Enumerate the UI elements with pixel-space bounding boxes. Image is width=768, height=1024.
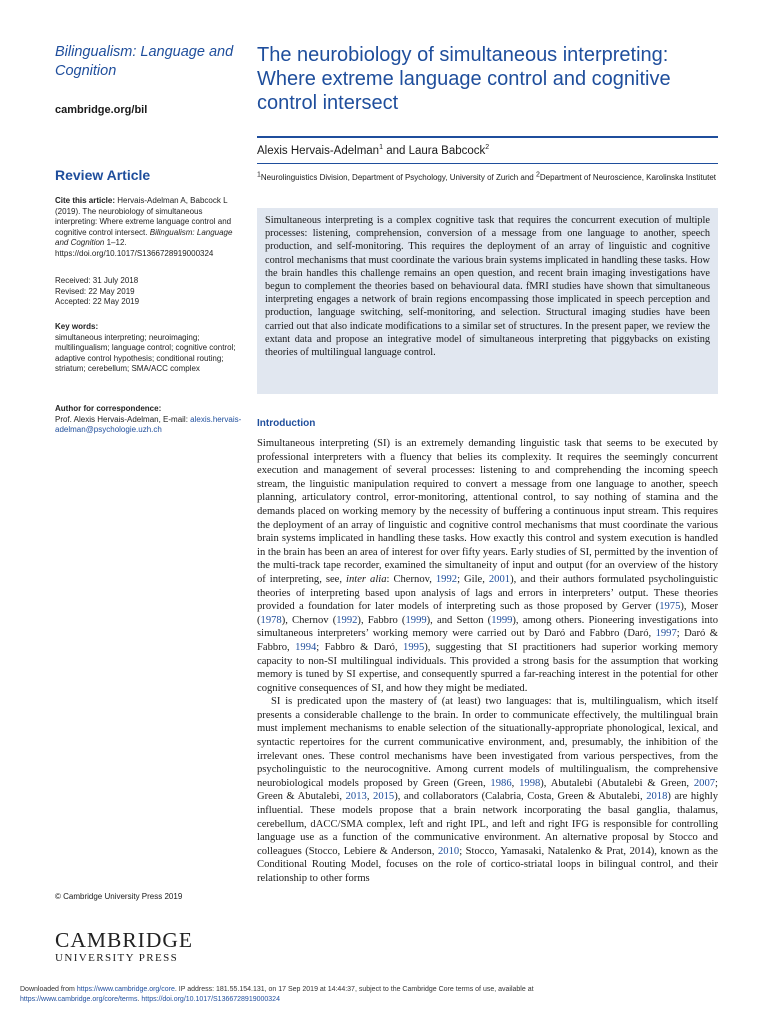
citation-link[interactable]: 1998 [519, 777, 541, 789]
author-line [257, 145, 489, 157]
citation-link[interactable]: 1992 [336, 614, 358, 626]
citation-link[interactable]: 1992 [435, 573, 458, 585]
citation-link[interactable]: 1995 [403, 641, 425, 653]
logo-line-2: UNIVERSITY PRESS [55, 952, 179, 964]
correspondence-name: Prof. Alexis Hervais-Adelman, E-mail: [55, 414, 188, 424]
paragraph-2: SI is predicated upon the mastery of (at least) two languages: that is, multilingualism, which itself presents a considerable challenge to the brain. In order to communicate effectively, the multilingual brain must implement mechanisms to enable selection of the situationally-appropriate phonological, lexical, and syntactic repertoires for the current communicative environment, and, presumably, the inhibition of the irrelevant ones. These control mechanisms have been investigated from various perspectives, from the psycholinguistic to the neurocognitive. Among current models of multilingualism, the comprehensive neurobiological models proposed by Green (Green, 1986, 1998), Abutalebi (Abutalebi & Green, 2007; Green & Abutalebi, 2013, 2015), and collaborators (Calabria, Costa, Green & Abutalebi, 2018) are highly influential. These models propose that a brain network incorporating the basal ganglia, thalamus, cerebellum, dACC/SMA complex, left and right IPL, and left and right IFG is responsible for controlling language use as a function of the communicative environment. An alternative proposal by Stocco and colleagues (Stocco, Lebiere & Anderson, 2010; Stocco, Yamasaki, Natalenko & Prat, 2014), known as the Conditional Routing Model, focuses on the role of cortico-striatal loops in bilingual control, and their relationship to other forms [257, 696, 719, 884]
affil-1: Neurolinguistics Division, Department of Psychology, University of Zurich and [260, 173, 534, 182]
citation-link[interactable]: 1975 [659, 601, 681, 613]
citation-block [55, 196, 243, 260]
citation-link[interactable]: 2015 [373, 791, 395, 803]
citation-link[interactable]: 2018 [646, 791, 668, 803]
citation-link[interactable]: 1978 [260, 614, 282, 626]
accepted-date: Accepted: 22 May 2019 [55, 297, 140, 307]
introduction-heading: Introduction [257, 418, 316, 429]
revised-date: Revised: 22 May 2019 [55, 286, 135, 296]
citation-link[interactable]: 2007 [693, 777, 716, 789]
citation-link[interactable]: 2013 [345, 791, 367, 803]
citation-link[interactable]: 1999 [405, 614, 427, 626]
cite-text: Hervais-Adelman A, Babcock L (2019). The neurobiology of simultaneous interpreting: Where extreme language control and cognitive control intersect. [55, 196, 232, 237]
journal-name: Bilingualism: Language and Cognition [55, 44, 234, 79]
author-1-sup: 1 [379, 144, 383, 152]
dates-block [55, 276, 243, 308]
citation-link[interactable]: 1994 [295, 641, 317, 653]
body-text [257, 437, 718, 886]
affil-1-sup: 1 [257, 171, 261, 179]
terms-link[interactable]: https://www.cambridge.org/core/terms [20, 996, 138, 1003]
keywords-text: simultaneous interpreting; neuroimaging; multilingualism; language control; cognitive control; adaptive control hypothesis; conditional routing; striatum; cerebellum; SMA/ACC complex [55, 332, 236, 374]
citation-link[interactable]: 1986 [490, 777, 512, 789]
logo-line-1: CAMBRIDGE [55, 928, 194, 952]
citation-link[interactable]: 2001 [488, 573, 511, 585]
article-title: The neurobiology of simultaneous interpreting: Where extreme language control and cognitive control intersect [257, 44, 671, 114]
copyright: © Cambridge University Press 2019 [55, 892, 183, 901]
correspondence-email-link[interactable]: alexis.hervais-adelman@psychologie.uzh.ch [55, 414, 242, 435]
core-link[interactable]: https://www.cambridge.org/core [76, 986, 175, 993]
author-1[interactable]: Alexis Hervais-Adelman [257, 145, 380, 157]
keywords-label: Key words: [55, 322, 99, 331]
citation-link[interactable]: 1999 [491, 614, 513, 626]
affil-2: Department of Neuroscience, Karolinska Institutet [539, 173, 716, 182]
cite-pages[interactable]: 1–12. https://doi.org/10.1017/S1366728919000324 [55, 238, 214, 258]
journal-site-link[interactable]: cambridge.org/bil [55, 104, 148, 116]
cite-journal: Bilingualism: Language and Cognition [55, 227, 233, 248]
received-date: Received: 31 July 2018 [55, 276, 139, 285]
doi-link[interactable]: https://doi.org/10.1017/S1366728919000324 [141, 996, 280, 1003]
abstract-box: Simultaneous interpreting is a complex cognitive task that requires the concurrent execution of multiple processes: listening, comprehension, conversion of a message from one language to another, speech production, and self-monitoring. This requires the deployment of an array of linguistic and cognitive control mechanisms that must coordinate the various brain systems implicated in handling these tasks. How the brain handles this challenge remains an open question, and recent brain imaging investigations have begun to complement the theories based on behavioural data. fMRI studies have shown that simultaneous interpreting engages a network of brain regions encompassing those implicated in speech perception and production, language switching, self-monitoring, and selection. Structural imaging studies have been carried out that also indicate modifications to a similar set of structures. In the present paper, we review the extant data and propose an integrative model of simultaneous interpreting that piggybacks on existing theories of multilingual language control. [257, 208, 718, 394]
affil-2-sup: 2 [536, 171, 540, 179]
article-type: Review Article [55, 167, 151, 183]
keywords-block [55, 322, 243, 375]
author-2-sup: 2 [485, 144, 490, 152]
cambridge-logo [55, 929, 205, 965]
author-divider [257, 163, 718, 164]
citation-link[interactable]: 2010 [438, 845, 460, 857]
cite-label: Cite this article: [55, 196, 116, 205]
author-and: and [386, 145, 406, 157]
download-footer: Downloaded from https://www.cambridge.org/core. IP address: 181.55.154.131, on 17 Sep 2019 at 14:44:37, subject to the Cambridge Core terms of use, available at https://www.cambridge.org/core/terms. https://doi.org/10.1017/S1366728919000324 [20, 986, 534, 1003]
author-2[interactable]: Laura Babcock [408, 145, 486, 157]
affiliations [257, 172, 727, 183]
citation-link[interactable]: 1997 [655, 628, 677, 640]
correspondence-block [55, 404, 243, 436]
correspondence-label: Author for correspondence: [55, 404, 162, 413]
paragraph-1: Simultaneous interpreting (SI) is an extremely demanding linguistic task that seems to be executed by professional interpreters with a fluency that belies its complexity. It requires the seemingly concurrent execution and management of several processes: listening to and comprehending the incoming speech stream, the linguistic manipulation required to convert a message from one language to another, speech planning, articulatory control, error-monitoring, attentional control, to say nothing of stamina and the demands placed on working memory by the necessity of buffering a continuous input stream. This requires the deployment of an array of linguistic and cognitive control mechanisms that must coordinate the various brain systems implicated in handling these tasks. How exactly this control and system execution is handled in the brain has been an area of interest for over fifty years. Early studies of SI, permitted by the invention of the multi-track tape recorder, examined the simultaneity of input and output (for an overview of the history of interpreting, see, inter alia: Chernov, 1992; Gile, 2001), and their authors formulated psycholinguistic theories of interpreting based upon analysis of lags and errors in interpreters’ output. These theories provided a foundation for later models of interpreting such as those proposed by Gerver (1975), Moser (1978), Chernov (1992), Fabbro (1999), and Setton (1999), among others. Pioneering investigations into simultaneous interpreters’ working memory were carried out by Daró and Fabbro (Daró, 1997; Daró & Fabbro, 1994; Fabbro & Daró, 1995), suggesting that SI practitioners had superior working memory capacity to non-SI multilingual individuals. This provided a strong basis for the assumption that working memory is tuned by SI expertise, and consequently spurred a far-reaching interest in the potential for other cognitive consequences of SI, and how they might be mediated. [257, 438, 719, 694]
title-divider [257, 136, 718, 138]
